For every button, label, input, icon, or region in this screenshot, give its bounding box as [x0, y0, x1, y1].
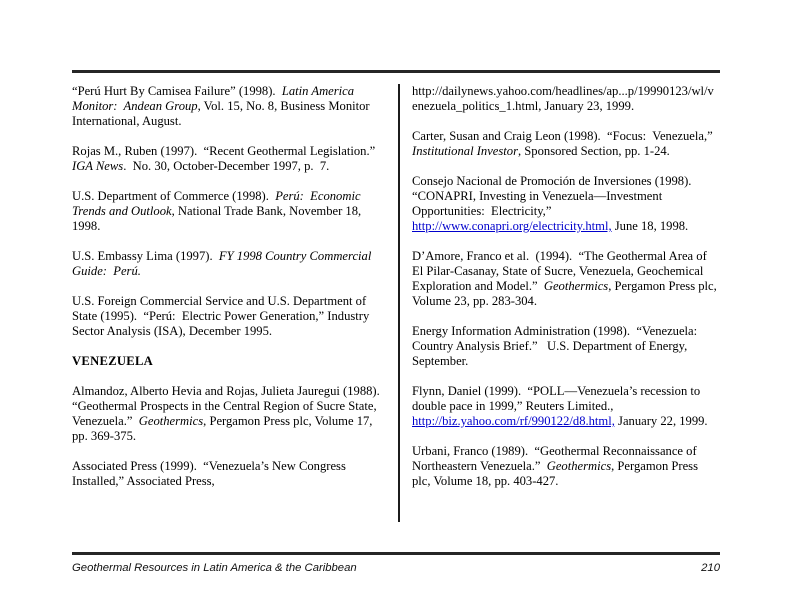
text-run: Associated Press (1999). “Venezuela’s New Congress Installed,” Associated Press, [72, 459, 350, 488]
text-run: Geothermics [546, 459, 612, 473]
reference-entry [412, 249, 718, 309]
reference-entry [412, 324, 718, 369]
references-column-right [412, 84, 718, 504]
reference-entry [412, 129, 718, 159]
text-run: Almandoz, Alberto Hevia and Rojas, Julieta Jauregui (1988). “Geothermal Prospects in the Central Region of Sucre State, Venezuela.” [72, 384, 387, 428]
page-footer [72, 562, 720, 574]
column-divider [398, 84, 400, 522]
text-run: http://dailynews.yahoo.com/headlines/ap...p/19990123/wl/venezuela_politics_1.html, January 23, 1999. [412, 84, 714, 113]
text-run: Rojas M., Ruben (1997). “Recent Geothermal Legislation.” [72, 144, 382, 158]
reference-entry [412, 174, 718, 234]
text-run: Energy Information Administration (1998). “Venezuela: Country Analysis Brief.” U.S. Department of Energy, September. [412, 324, 704, 368]
text-run: , Sponsored Section, pp. 1-24. [518, 144, 670, 158]
text-run: Consejo Nacional de Promoción de Inversiones (1998). “CONAPRI, Investing in Venezuela—Investment Opportunities: Electricity,” [412, 174, 698, 218]
text-run: Urbani, Franco (1989). “Geothermal Reconnaissance of Northeastern Venezuela.” [412, 444, 700, 473]
references-content [72, 84, 720, 522]
text-run: Carter, Susan and Craig Leon (1998). “Focus: Venezuela,” [412, 129, 716, 143]
reference-entry [72, 459, 390, 489]
text-run: , Pergamon Press plc, Volume 17, pp. 369-375. [72, 414, 376, 443]
text-run: Perú: Economic Trends and Outlook [72, 189, 364, 218]
text-run: U.S. Department of Commerce (1998). [72, 189, 276, 203]
text-run: U.S. Embassy Lima (1997). [72, 249, 219, 263]
references-column-left [72, 84, 398, 504]
text-run: , Pergamon Press plc, Volume 18, pp. 403-427. [412, 459, 702, 488]
reference-link[interactable]: http://www.conapri.org/electricity.html, [412, 219, 612, 233]
text-run: Flynn, Daniel (1999). “POLL—Venezuela’s recession to double pace in 1999,” Reuters Limited., [412, 384, 704, 413]
text-run: Latin America Monitor: Andean Group [72, 84, 358, 113]
text-run: Institutional Investor [412, 144, 518, 158]
text-run: January 22, 1999. [614, 414, 708, 428]
text-run: Geothermics [543, 279, 609, 293]
text-run: “Perú Hurt By Camisea Failure” (1998). [72, 84, 282, 98]
text-run: Geothermics [138, 414, 204, 428]
footer-rule [72, 552, 720, 555]
reference-entry [72, 84, 390, 129]
reference-link[interactable]: http://biz.yahoo.com/rf/990122/d8.html, [412, 414, 615, 428]
text-run: FY 1998 Country Commercial Guide: Perú. [72, 249, 375, 278]
header-rule [72, 70, 720, 73]
text-run: U.S. Foreign Commercial Service and U.S. Department of State (1995). “Perú: Electric Power Generation,” Industry Sector Analysis (ISA), December 1995. [72, 294, 373, 338]
reference-entry [72, 249, 390, 279]
text-run: D’Amore, Franco et al. (1994). “The Geothermal Area of El Pilar-Casanay, State of Sucre, Venezuela, Geochemical Exploration and Model.” [412, 249, 710, 293]
reference-entry [412, 84, 718, 114]
footer-page-number: 210 [701, 562, 720, 574]
reference-entry [72, 144, 390, 174]
reference-entry [412, 384, 718, 429]
text-run: IGA News [72, 159, 124, 173]
reference-entry [72, 294, 390, 339]
section-heading [72, 354, 390, 369]
reference-entry [72, 189, 390, 234]
text-run: , Vol. 15, No. 8, Business Monitor International, August. [72, 99, 373, 128]
reference-entry [72, 384, 390, 444]
reference-entry [412, 444, 718, 489]
text-run: June 18, 1998. [611, 219, 689, 233]
text-run: , National Trade Bank, November 18, 1998. [72, 204, 365, 233]
text-run: VENEZUELA [72, 354, 154, 368]
text-run: . No. 30, October-December 1997, p. 7. [123, 159, 330, 173]
text-run: , Pergamon Press plc, Volume 23, pp. 283-304. [412, 279, 720, 308]
footer-title: Geothermal Resources in Latin America & the Caribbean [72, 562, 357, 574]
